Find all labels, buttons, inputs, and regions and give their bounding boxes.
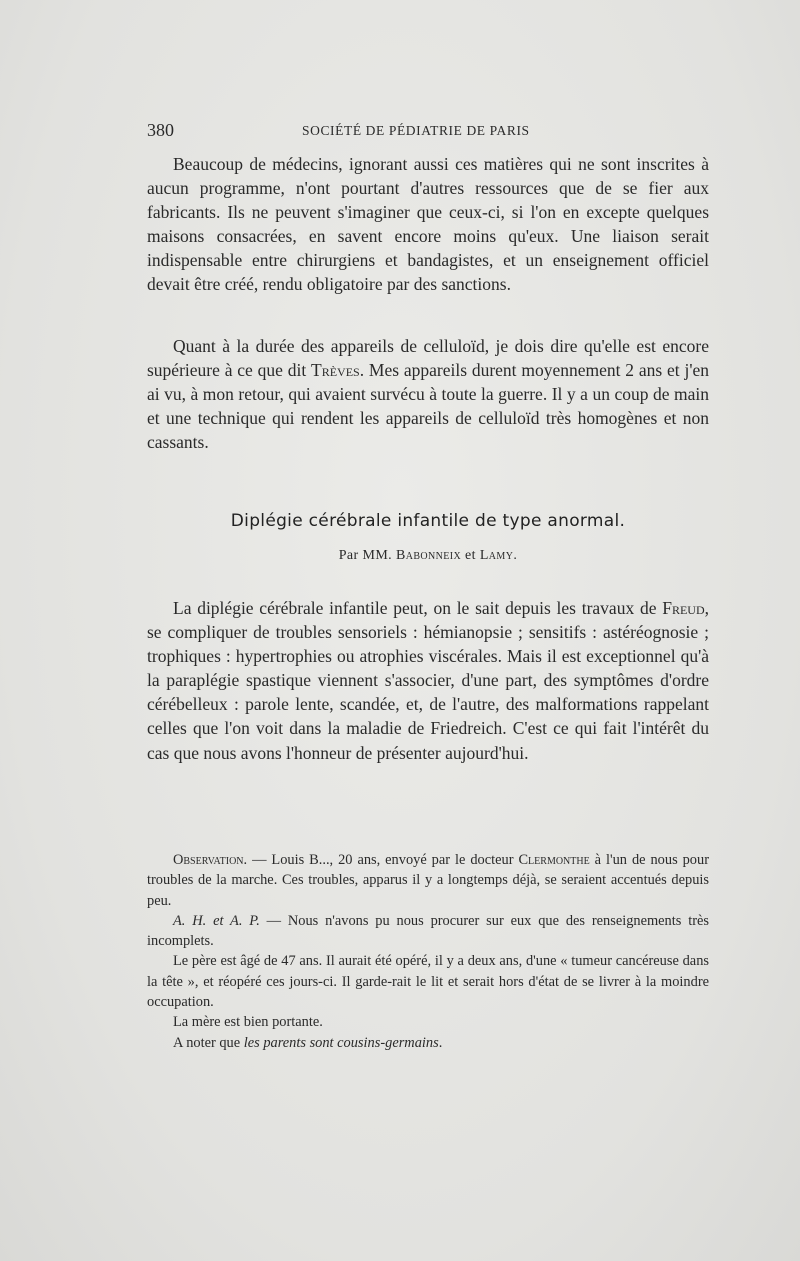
observation-paragraph-2 [147,911,709,952]
article-title: Diplégie cérébrale infantile de type anormal. [230,511,626,531]
observation-italic-note: les parents sont cousins-germains [243,1034,439,1051]
paragraph-celluloid-text-a: Quant à la durée des appareils de celluloïd, je dois dire qu'elle est encore supérieure à ce que dit [147,336,709,381]
observation-paragraph-4: La mère est bien portante. [173,1014,323,1031]
paragraph-fabricants: Beaucoup de médecins, ignorant aussi ces matières qui ne sont inscrites à aucun programme, n'ont pourtant d'autres ressources que de se fier aux fabricants. Ils ne peuvent s'imaginer que ceux-ci, si l'on en excepte quelques maisons consacrées, en savent encore moins qu'eux. Une liaison serait indispensable entre chirurgiens et bandagistes, et un enseignement officiel devait être créé, rendu obligatoire par des sanctions. [147,154,709,295]
observation-paragraph-1 [147,850,709,911]
running-title: SOCIÉTÉ DE PÉDIATRIE DE PARIS [302,123,530,138]
observation-paragraph-3: Le père est âgé de 47 ans. Il aurait été opéré, il y a deux ans, d'une « tumeur cancéreuse dans la tête », et réopéré ces jours-ci. Il garde-rait le lit et serait hors d'état de se livrer à la moindre occupation. [147,953,709,1011]
author-name-treves: Trèves [311,360,360,381]
observation-text-3: — Nous n'avons pu nous procurer sur eux que des renseignements très incomplets. [147,912,709,950]
observation-paragraph-5 [147,1033,709,1053]
byline-suffix: . [513,548,518,563]
intro-text-a: La diplégie cérébrale infantile peut, on le sait depuis les travaux de [173,598,663,618]
observation-text-2: à l'un de nous pour troubles de la marche. Ces troubles, apparus il y a longtemps déjà, se seraient accentués depuis peu. [147,852,709,909]
observation-text-6a: A noter que [173,1034,244,1051]
paragraph-introduction [147,596,709,765]
page-header [147,120,709,142]
antecedents-label: A. H. et A. P. [173,912,260,929]
byline-mid: et [461,548,480,563]
doctor-name: Clermonthe [518,852,590,868]
observation-text-1: . — Louis B..., 20 ans, envoyé par le docteur [243,852,519,868]
intro-text-b: , se compliquer de troubles sensoriels : hémianopsie ; sensitifs : astéréognosie ; trophiques : hypertrophies ou atrophies viscérales. Mais il est exceptionnel qu'à la paraplégie spastique viennent s'associer, d'une part, des symptômes d'ordre cérébelleux : parole lente, scandée, et, de l'autre, des malformations rappelant celles que l'on voit dans la maladie de Friedreich. C'est ce qui fait l'intérêt du cas que nous avons l'honneur de présenter aujourd'hui. [147,598,709,763]
paragraph-celluloid-text-b: . Mes appareils durent moyennement 2 ans et j'en ai vu, à mon retour, qui avaient survécu à toute la guerre. Il y a un coup de main et une technique qui rendent les appareils de celluloïd très homogènes et non cassants. [147,360,709,453]
page-number: 380 [147,120,174,140]
author-lamy: Lamy [479,548,514,563]
byline [147,548,709,564]
author-babonneix: Babonneix [395,548,462,563]
observation-label: Observation [173,852,244,868]
paragraph-celluloid [147,334,709,454]
observation-text-6b: . [438,1034,443,1051]
observation-section [147,850,709,1053]
author-name-freud: Freud [662,598,705,618]
byline-prefix: Par MM. [338,548,396,563]
